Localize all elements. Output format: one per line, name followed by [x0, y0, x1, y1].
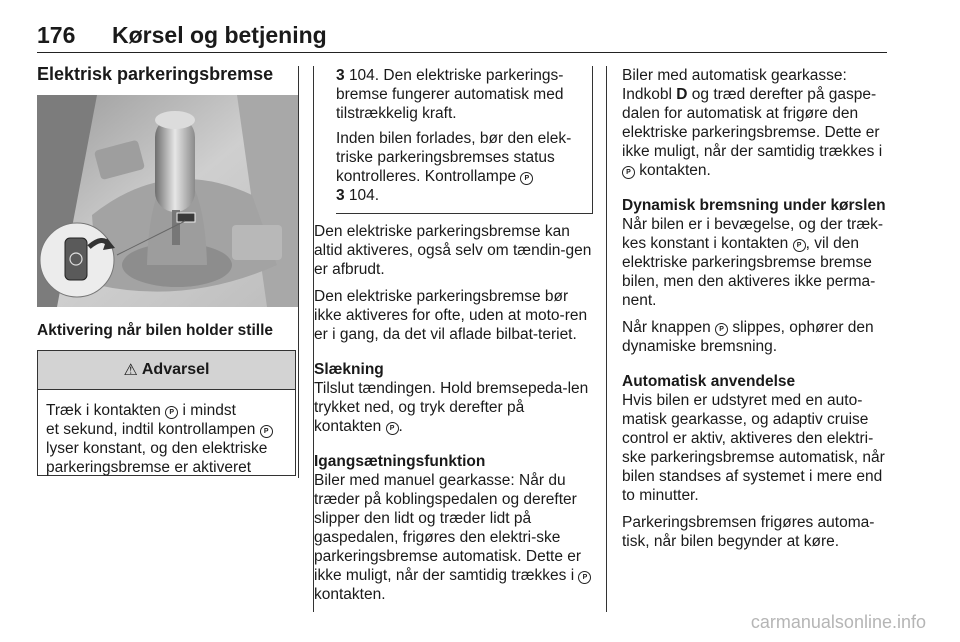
text-column-2: [314, 222, 594, 620]
paragraph-text: slippes, ophører den dynamiske bremsning.: [622, 319, 874, 355]
column-divider: [606, 66, 607, 612]
note-box: [336, 66, 592, 214]
warning-line: parkeringsbremse er aktiveret: [46, 459, 252, 476]
parking-brake-icon: P: [715, 323, 728, 336]
paragraph-text: Tilslut tændingen. Hold bremsepeda-len trykket ned, og tryk derefter på kontakten: [314, 380, 589, 435]
warning-header: [38, 351, 295, 390]
subheading: Dynamisk bremsning under kørslen: [622, 197, 886, 214]
paragraph: [622, 66, 892, 180]
paragraph: [622, 318, 892, 356]
warning-text: [38, 390, 295, 477]
parking-brake-icon: P: [386, 422, 399, 435]
dynamic-section: [622, 196, 892, 356]
paragraph-text: kontakten.: [314, 586, 386, 603]
parking-brake-icon: P: [165, 406, 178, 419]
parking-brake-icon: P: [520, 172, 533, 185]
note-right-rule: [592, 66, 593, 214]
warning-line: lyser konstant, og den elektriske: [46, 440, 268, 457]
gear-lever-photo: [37, 95, 298, 307]
warning-box: [37, 350, 296, 476]
page-number: 176: [37, 22, 76, 48]
paragraph-text: kontakten.: [635, 162, 711, 179]
paragraph: [314, 471, 594, 604]
note-text: Den elektriske parkerings-bremse fungerer automatisk med tilstrækkelig kraft.: [336, 67, 564, 122]
warning-title: Advarsel: [141, 361, 210, 378]
column-divider: [298, 66, 299, 478]
paragraph: Den elektriske parkeringsbremse kan altid aktiveres, også selv om tændin-gen er afbrudt.: [314, 223, 592, 278]
startup-section: [314, 452, 594, 604]
watermark: carmanualsonline.info: [750, 612, 926, 632]
page-ref: 104.: [348, 67, 380, 84]
paragraph-text: Biler med automatisk gearkasse: Indkobl: [622, 67, 847, 103]
paragraph: [622, 215, 892, 310]
section-title: Elektrisk parkeringsbremse: [37, 64, 274, 84]
parking-brake-icon: P: [793, 239, 806, 252]
subheading: Igangsætningsfunktion: [314, 453, 486, 470]
paragraph-text: Når bilen er i bevægelse, og der træk-kes konstant i kontakten: [622, 216, 884, 252]
subheading: Slækning: [314, 361, 384, 378]
paragraph-text: , vil den elektriske parkeringsbremse bremse bilen, men den aktiveres ikke perma-nent.: [622, 235, 876, 309]
chapter-title: Kørsel og betjening: [112, 22, 327, 48]
paragraph-text: Biler med manuel gearkasse: Når du træder på koblingspedalen og derefter slipper den lidt og træder lidt på gaspedalen, frigøres den elektri-ske parkeringsbremse automatisk. Dette er ikke muligt, når der samtidig trækkes i: [314, 472, 582, 584]
header-divider: [37, 52, 887, 53]
reference-arrow-icon: 3: [336, 187, 345, 204]
auto-section: [622, 372, 892, 551]
note-left-rule: [313, 66, 314, 214]
paragraph: Tilslut tændingen. Hold bremsepeda-len trykket ned, og tryk derefter på kontakten P .: [314, 380, 589, 435]
reference-arrow-icon: 3: [336, 67, 345, 84]
gear-d: D: [676, 86, 688, 103]
paragraph: Parkeringsbremsen frigøres automa-tisk, når bilen begynder at køre.: [622, 514, 875, 550]
warning-line: et sekund, indtil kontrollampen: [46, 421, 260, 438]
subheading: Automatisk anvendelse: [622, 373, 796, 390]
parking-brake-icon: P: [622, 166, 635, 179]
release-section: [314, 360, 594, 436]
warning-line: i mindst: [178, 402, 236, 419]
paragraph: Hvis bilen er udstyret med en auto-matisk gearkasse, og adaptiv cruise control er aktiv, aktiveres den elektri-ske parkeringsbremse automatisk, når bilen standses af systemet i mere end to minutter.: [622, 392, 885, 504]
paragraph: Den elektriske parkeringsbremse bør ikke aktiveres for ofte, uden at moto-ren er i gang, da det vil aflade bilbat-teriet.: [314, 288, 588, 343]
text-column-3: [622, 66, 892, 567]
note-para: [336, 129, 592, 205]
parking-brake-icon: P: [260, 425, 273, 438]
paragraph-text: og træd derefter på gaspe-dalen for automatisk at frigøre den elektriske parkeringsbremse. Dette er ikke muligt, når der samtidig trækkes i: [622, 86, 883, 160]
note-para: [336, 66, 592, 123]
note-text: Inden bilen forlades, bør den elek-triske parkeringsbremses status kontrolleres. Kontrollampe: [336, 130, 572, 185]
warning-line: Træk i kontakten: [46, 402, 166, 419]
warning-icon: ⚠: [123, 362, 138, 379]
parking-brake-icon: P: [578, 571, 591, 584]
paragraph-text: Når knappen: [622, 319, 716, 336]
page-ref: 104.: [344, 187, 380, 204]
image-caption: Aktivering når bilen holder stille: [37, 322, 273, 339]
